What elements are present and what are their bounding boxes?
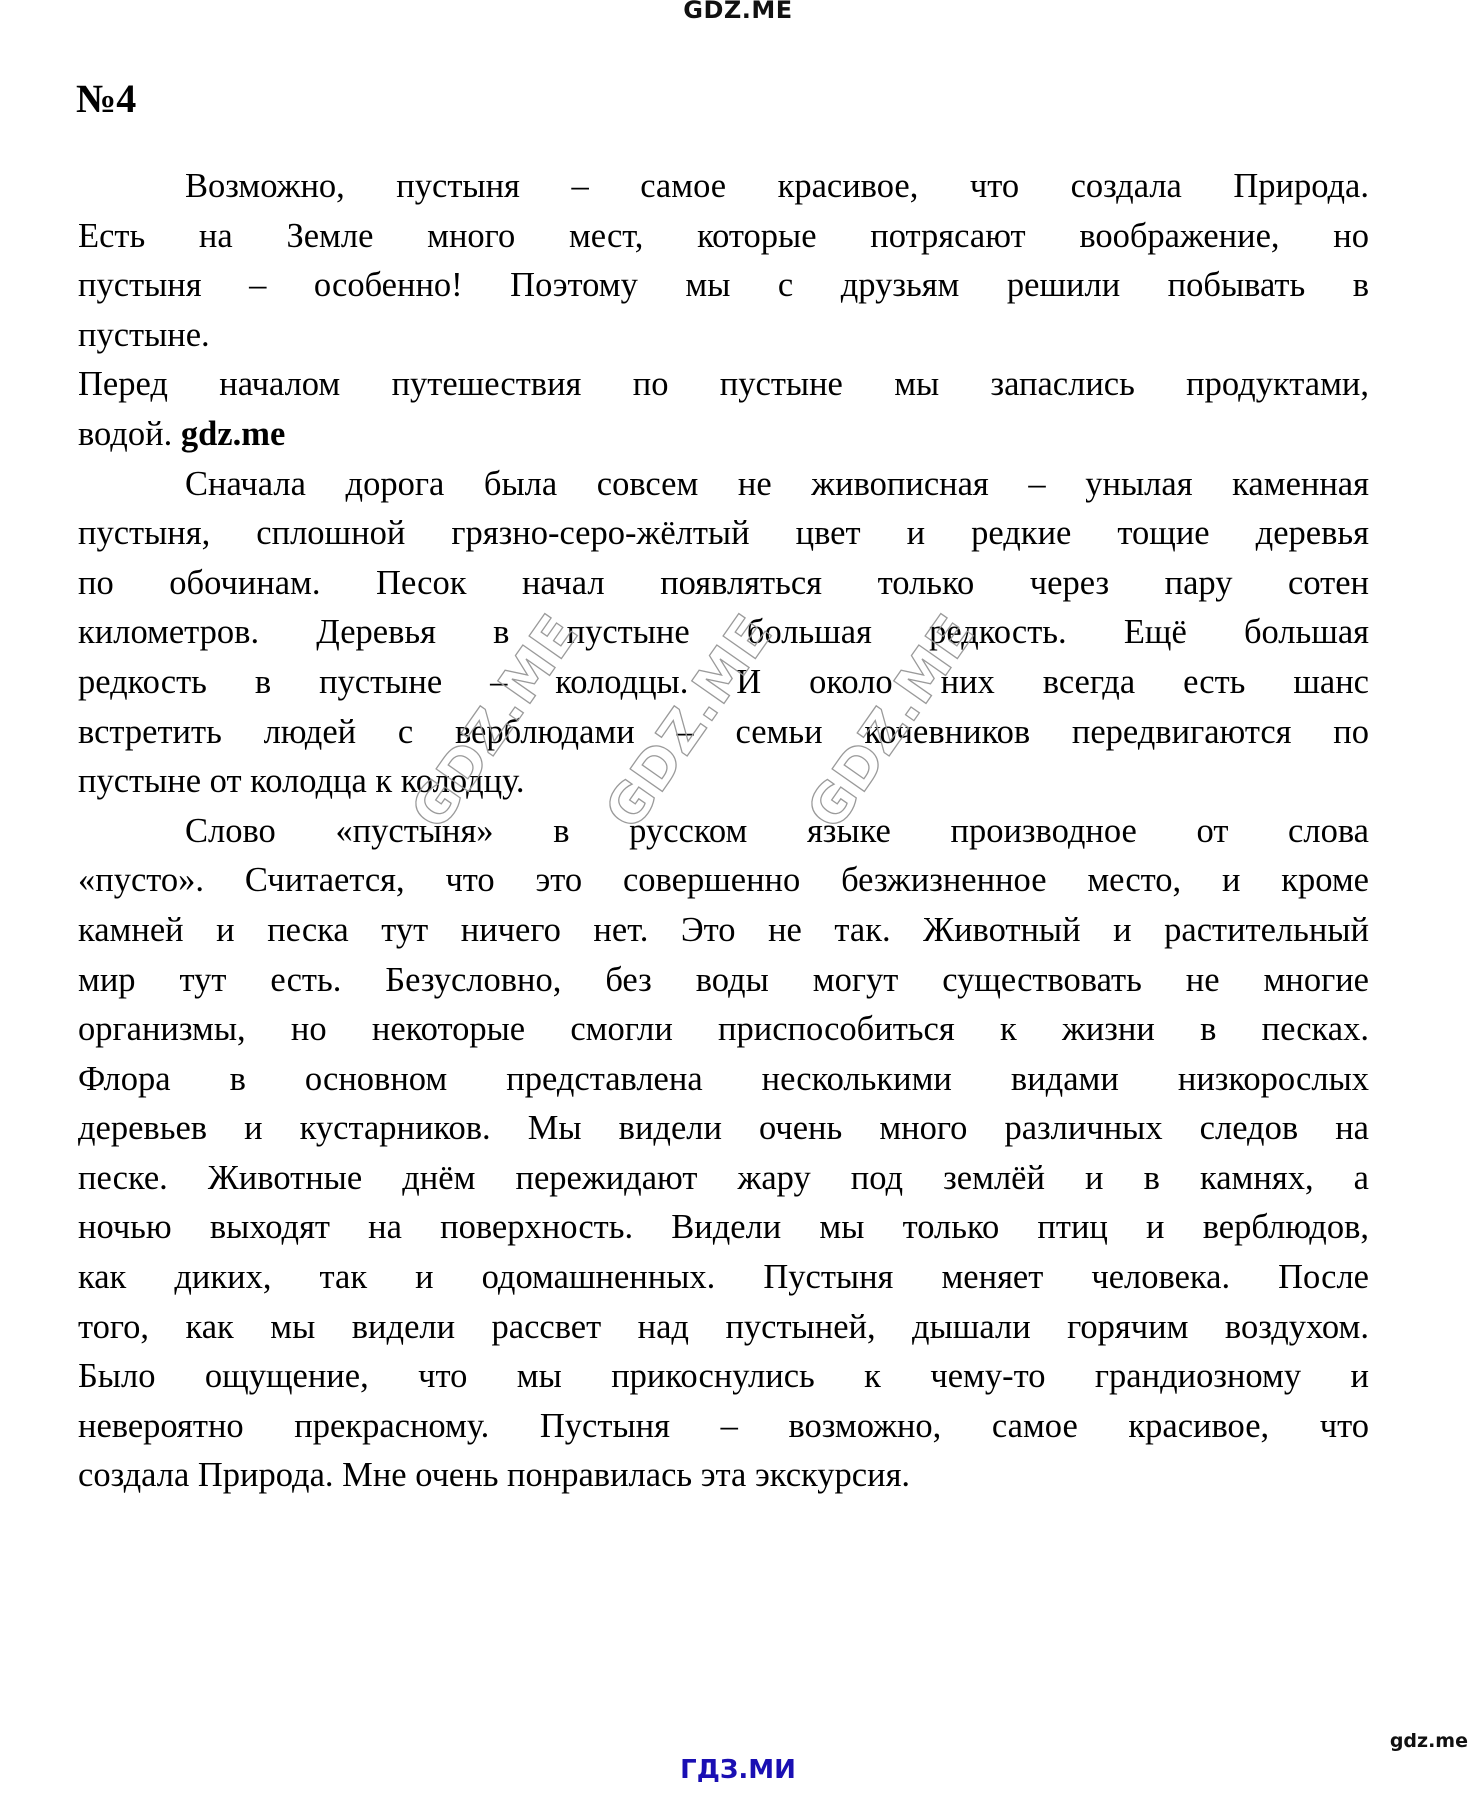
essay-line-text: встретить людей с верблюдами – семьи кочевников передвигаются по (78, 712, 1369, 751)
watermark-1: GDZ.ME (398, 602, 591, 841)
essay-line (78, 212, 1369, 262)
essay-line-text: «пусто». Считается, что это совершенно безжизненное место, и кроме (78, 861, 1369, 900)
footer-corner-label: gdz.me (1389, 1730, 1468, 1752)
essay-line (78, 1005, 1369, 1055)
essay-line-text: Перед началом путешествия по пустыне мы запаслись продуктами, (78, 365, 1369, 404)
essay-line (78, 1402, 1369, 1452)
essay-line (78, 509, 1369, 559)
essay-line-text: того, как мы видели рассвет над пустыней, дышали горячим воздухом. (78, 1307, 1369, 1346)
essay-line (78, 906, 1369, 956)
essay-line-text: камней и песка тут ничего нет. Это не так. Животный и растительный (78, 910, 1369, 949)
essay-line (78, 261, 1369, 311)
essay-line (78, 956, 1369, 1006)
essay-line-text: Флора в основном представлена несколькими видами низкорослых (78, 1059, 1369, 1098)
essay-line-text: водой. (78, 414, 173, 453)
essay-line (78, 658, 1369, 708)
essay-line (78, 460, 1369, 510)
essay-line-text: Слово «пустыня» в русском языке производное от слова (185, 811, 1369, 850)
essay-line-text: деревьев и кустарников. Мы видели очень много различных следов на (78, 1109, 1369, 1148)
essay-line-text: пустыне. (78, 315, 210, 354)
essay-line-text: невероятно прекрасному. Пустыня – возможно, самое красивое, что (78, 1406, 1369, 1445)
essay-line-text: песке. Животные днём пережидают жару под землёй и в камнях, а (78, 1158, 1369, 1197)
essay-line (78, 1203, 1369, 1253)
watermark-3: GDZ.ME (794, 602, 987, 841)
footer-center-label: ГДЗ.МИ (680, 1755, 796, 1785)
essay-line (78, 608, 1369, 658)
essay-line (78, 311, 1369, 361)
essay-line (78, 708, 1369, 758)
essay-line (78, 1104, 1369, 1154)
essay-line-text: организмы, но некоторые смогли приспособиться к жизни в песках. (78, 1010, 1369, 1049)
essay-line-text: создала Природа. Мне очень понравилась эта экскурсия. (78, 1456, 911, 1495)
essay-line (78, 1451, 1369, 1501)
essay-text (78, 162, 1369, 1501)
essay-line (78, 410, 1369, 460)
essay-line-text: пустыня – особенно! Поэтому мы с друзьям решили побывать в (78, 266, 1369, 305)
essay-line (78, 757, 1369, 807)
essay-line-text: пустыня, сплошной грязно-серо-жёлтый цвет и редкие тощие деревья (78, 514, 1369, 553)
essay-line-text: Было ощущение, что мы прикоснулись к чему-то грандиозному и (78, 1357, 1369, 1396)
essay-line-text: пустыне от колодца к колодцу. (78, 762, 525, 801)
essay-line (78, 1303, 1369, 1353)
essay-line (78, 856, 1369, 906)
watermark-2: GDZ.ME (592, 602, 785, 841)
essay-line (78, 1154, 1369, 1204)
essay-line (78, 1055, 1369, 1105)
essay-line (78, 162, 1369, 212)
essay-line-text: Сначала дорога была совсем не живописная – унылая каменная (185, 464, 1369, 503)
essay-line-text: мир тут есть. Безусловно, без воды могут существовать не многие (78, 960, 1369, 999)
essay-line-text: километров. Деревья в пустыне большая редкость. Ещё большая (78, 613, 1369, 652)
essay-line-text: редкость в пустыне – колодцы. И около них всегда есть шанс (78, 662, 1369, 701)
site-header-label: GDZ.ME (683, 0, 793, 24)
essay-line-text: Есть на Земле много мест, которые потрясают воображение, но (78, 216, 1369, 255)
essay-line (78, 559, 1369, 609)
essay-line-text: как диких, так и одомашненных. Пустыня меняет человека. После (78, 1258, 1369, 1297)
essay-line (78, 1352, 1369, 1402)
inline-brand-label: gdz.me (180, 414, 286, 453)
essay-line (78, 807, 1369, 857)
task-number-heading: №4 (76, 76, 137, 121)
essay-line (78, 360, 1369, 410)
essay-line-text: по обочинам. Песок начал появляться только через пару сотен (78, 563, 1369, 602)
essay-line-text: ночью выходят на поверхность. Видели мы только птиц и верблюдов, (78, 1208, 1369, 1247)
essay-line (78, 1253, 1369, 1303)
essay-line-text: Возможно, пустыня – самое красивое, что создала Природа. (185, 167, 1369, 205)
